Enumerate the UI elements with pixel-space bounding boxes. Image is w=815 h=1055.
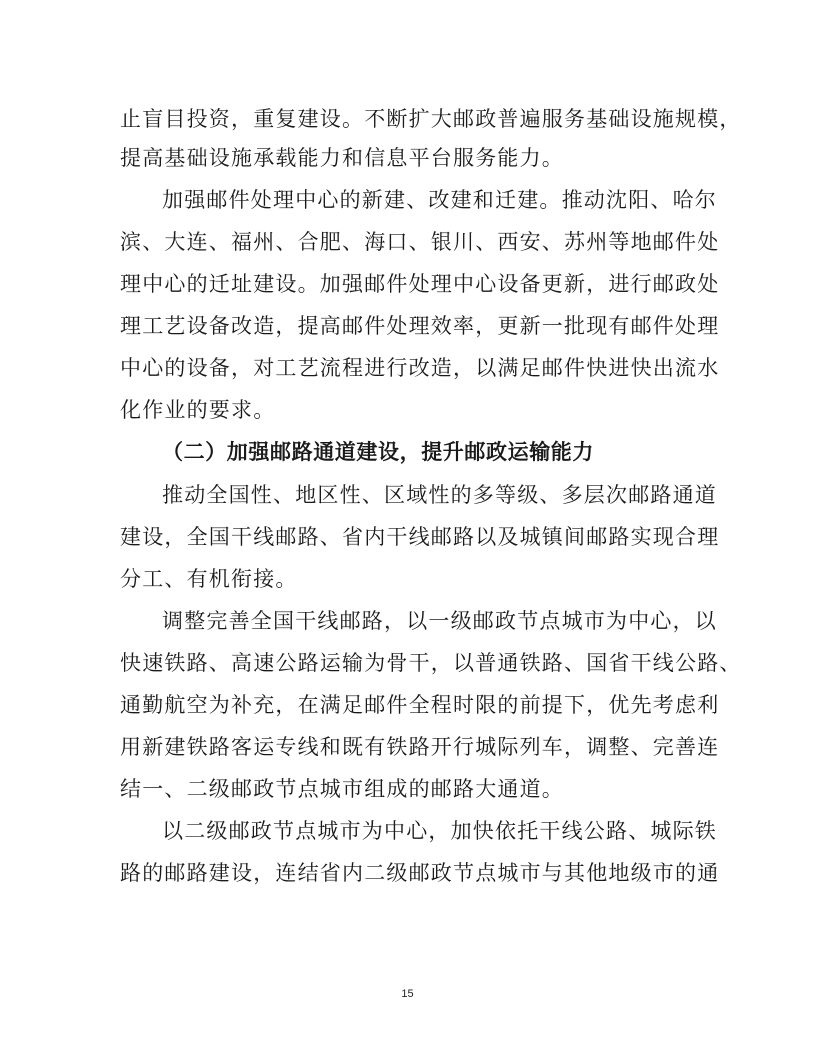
paragraph-2-line-4: 理工艺设备改造，提高邮件处理效率，更新一批现有邮件处理 [120,314,720,338]
paragraph-2-line-3: 理中心的迁址建设。加强邮件处理中心设备更新，进行邮政处 [120,272,720,296]
section-heading: （二）加强邮路通道建设，提升邮政运输能力 [162,440,594,464]
paragraph-3-line-1: 推动全国性、地区性、区域性的多等级、多层次邮路通道 [162,483,717,507]
paragraph-1-line-1: 止盲目投资，重复建设。不断扩大邮政普遍服务基础设施规模， [120,107,742,131]
paragraph-4-line-2: 快速铁路、高速公路运输为骨干，以普通铁路、国省干线公路、 [120,651,742,675]
page-number: 15 [401,988,414,1000]
paragraph-2-line-6: 化作业的要求。 [120,398,276,422]
paragraph-3-line-3: 分工、有机衔接。 [120,567,298,591]
paragraph-2-line-2: 滨、大连、福州、合肥、海口、银川、西安、苏州等地邮件处 [120,230,720,254]
paragraph-2-line-5: 中心的设备，对工艺流程进行改造，以满足邮件快进快出流水 [120,356,720,380]
paragraph-4-line-5: 结一、二级邮政节点城市组成的邮路大通道。 [120,777,564,801]
paragraph-4-line-1: 调整完善全国干线邮路，以一级邮政节点城市为中心，以 [162,609,717,633]
paragraph-5-line-1: 以二级邮政节点城市为中心，加快依托干线公路、城际铁 [162,819,717,843]
paragraph-3-line-2: 建设，全国干线邮路、省内干线邮路以及城镇间邮路实现合理 [120,525,720,549]
paragraph-1-line-2: 提高基础设施承载能力和信息平台服务能力。 [120,146,564,170]
paragraph-4-line-3: 通勤航空为补充，在满足邮件全程时限的前提下，优先考虑利 [120,693,720,717]
paragraph-5-line-2: 路的邮路建设，连结省内二级邮政节点城市与其他地级市的通 [120,861,720,885]
paragraph-2-line-1: 加强邮件处理中心的新建、改建和迁建。推动沈阳、哈尔 [162,188,717,212]
paragraph-4-line-4: 用新建铁路客运专线和既有铁路开行城际列车，调整、完善连 [120,735,720,759]
